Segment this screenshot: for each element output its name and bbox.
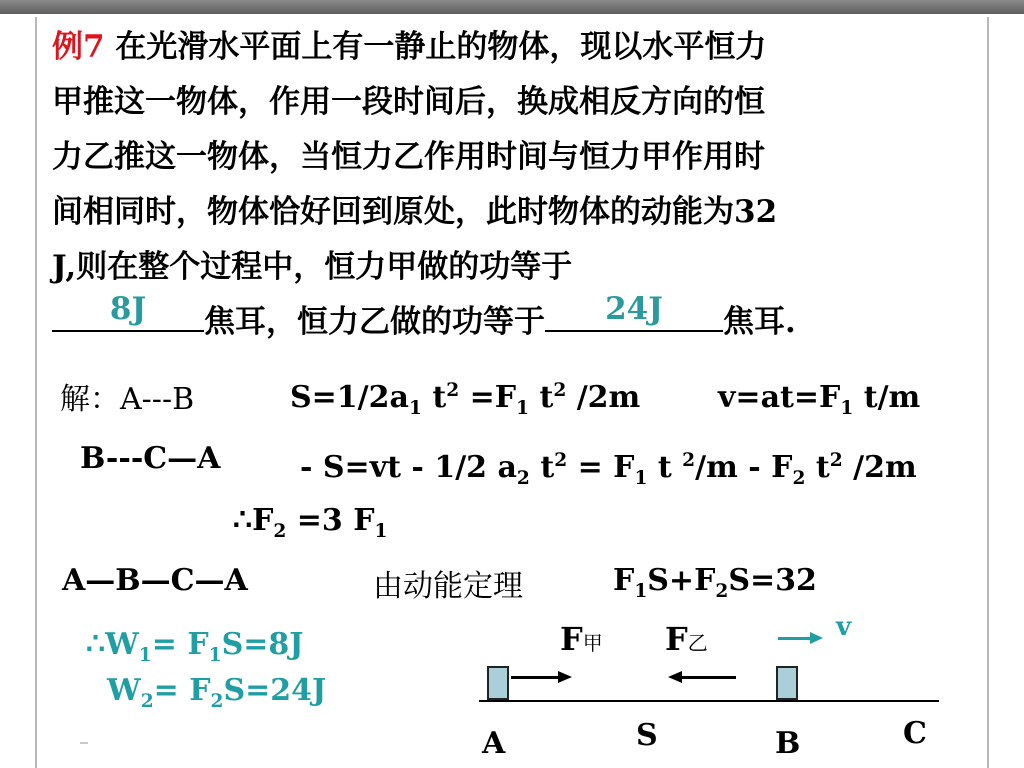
answer-2: 24J <box>605 291 663 327</box>
work-w1: $\therefore W_1= F_1S=8J$ <box>86 627 304 666</box>
top-bar <box>0 0 1024 14</box>
point-c-label: C <box>903 716 927 751</box>
point-a-label: A <box>482 726 506 761</box>
problem-line-4: 间相同时，物体恰好回到原处，此时物体的动能为32 <box>52 194 778 230</box>
work-w2: $W_2= F_2S=24J$ <box>107 673 327 712</box>
end-text: 焦耳. <box>723 304 796 340</box>
footer-mark <box>80 742 88 744</box>
velocity-label: v <box>836 612 852 642</box>
equation-5: $F_1S+F_2S=32$ <box>613 563 817 602</box>
equation-4: $\therefore F_2 =3$ $F_1$ <box>233 503 388 542</box>
equation-1: $S=1/2a_1$ $t^2 =F_1$ $t^2$ /2m <box>290 380 641 419</box>
force-jia-arrow-line <box>511 676 561 679</box>
problem-line-5: J,则在整个过程中，恒力甲做的功等于 <box>52 249 573 285</box>
problem-line-1-text: 在光滑水平面上有一静止的物体，现以水平恒力 <box>115 29 767 65</box>
problem-line-2: 甲推这一物体，作用一段时间后，换成相反方向的恒 <box>52 84 765 120</box>
answer-blank-1 <box>52 291 204 332</box>
problem-line-6 <box>52 291 972 350</box>
velocity-arrow-head <box>810 632 823 644</box>
solution-ab-text: 解：A---B <box>60 382 195 417</box>
solution-segment-abca: A—B—C—A <box>62 563 248 598</box>
velocity-arrow-line <box>778 637 812 640</box>
problem-line-1 <box>52 20 972 75</box>
solution-segment-ab <box>60 374 194 418</box>
problem-line-3: 力乙推这一物体，当恒力乙作用时间与恒力甲作用时 <box>52 139 765 175</box>
mid-text: 焦耳，恒力乙做的功等于 <box>204 304 545 340</box>
block-at-b <box>776 666 798 700</box>
equation-2: $v=at=F_1$ t/m <box>718 380 921 419</box>
kinetic-energy-theorem: 由动能定理 <box>373 569 523 604</box>
solution-segment-bca: B---C—A <box>80 441 221 476</box>
force-jia-arrow-head <box>558 671 572 683</box>
force-jia-label: F甲 <box>560 620 603 658</box>
force-yi-arrow-line <box>680 676 736 679</box>
block-at-a <box>487 666 509 700</box>
ground-line <box>479 700 939 702</box>
distance-s-label: S <box>636 718 658 753</box>
example-label: 例7 <box>52 29 105 65</box>
force-yi-label: F乙 <box>665 620 708 658</box>
problem-text <box>52 20 972 350</box>
point-b-label: B <box>775 726 801 761</box>
answer-blank-2 <box>545 291 723 332</box>
equation-3: - S=vt - 1/2 $a_2$ $t^2 = F_1$ t $^2/m - F_2$ $t^2$ /2m <box>300 450 917 489</box>
answer-1: 8J <box>109 291 147 327</box>
